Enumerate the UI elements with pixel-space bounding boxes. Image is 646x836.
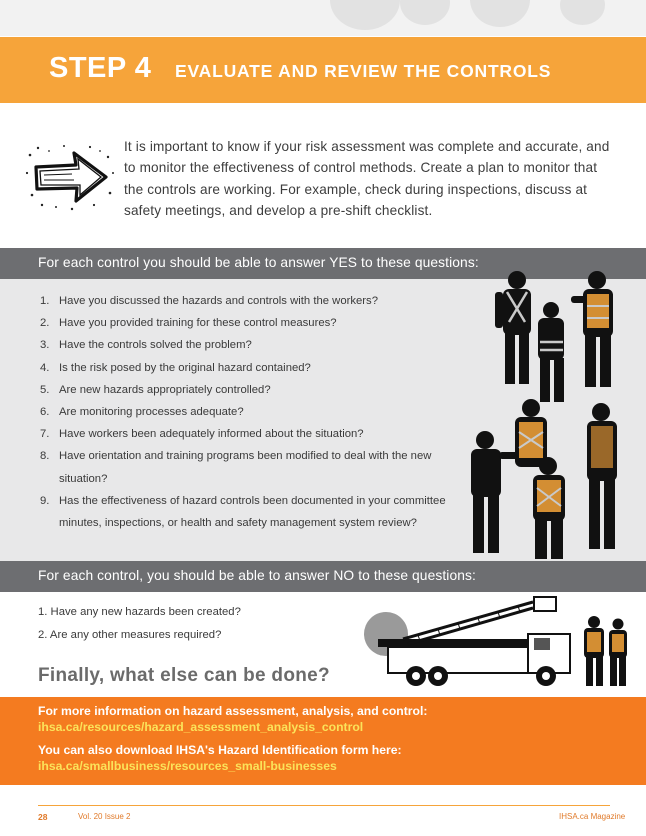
magazine-label: IHSA.ca Magazine — [559, 812, 626, 821]
hazard-assessment-link[interactable]: ihsa.ca/resources/hazard_assessment_analysis_control — [38, 720, 364, 734]
list-item: 5. Are new hazards appropriately controlled? — [40, 383, 271, 396]
page-number: 28 — [38, 812, 48, 822]
list-item: 6. Are monitoring processes adequate? — [40, 406, 244, 419]
intro-paragraph: It is important to know if your risk assessment was complete and accurate, and to monitor the effectiveness of control methods. Create a plan to monitor that the controls are working. For example, check during inspections, discuss at safety meetings, and develop a pre-shift checklist. — [124, 139, 610, 218]
list-item: 2. Are any other measures required? — [38, 629, 222, 641]
finally-heading: Finally, what else can be done? — [38, 665, 330, 686]
workers-silhouette-illustration — [455, 262, 635, 562]
no-questions-heading-bar — [0, 561, 646, 592]
step-banner — [0, 37, 646, 103]
list-item: 3. Have the controls solved the problem? — [40, 339, 252, 352]
more-info-text: For more information on hazard assessment, analysis, and control: — [38, 704, 428, 718]
no-questions-list — [38, 601, 241, 647]
list-item: 2. Have you provided training for these control measures? — [40, 317, 337, 330]
yes-questions-list — [40, 290, 460, 534]
hand-drawn-arrow-icon — [24, 143, 116, 211]
list-item: 9. Has the effectiveness of hazard controls been documented in your committee minutes, inspections, or health and safety management system review? — [40, 494, 446, 530]
list-item: 4. Is the risk posed by the original hazard contained? — [40, 361, 311, 374]
no-questions-heading: For each control, you should be able to answer NO to these questions: — [38, 568, 476, 583]
list-item: 8. Have orientation and training programs been modified to deal with the new situation? — [40, 450, 432, 485]
issue-label: Vol. 20 Issue 2 — [78, 812, 131, 821]
utility-truck-illustration — [358, 594, 633, 689]
list-item: 1. Have you discussed the hazards and controls with the workers? — [40, 295, 378, 307]
step-title: EVALUATE AND REVIEW THE CONTROLS — [175, 61, 552, 81]
download-form-text: You can also download IHSA's Hazard Identification form here: — [38, 743, 402, 757]
step-number: STEP 4 — [49, 52, 152, 84]
more-info-box — [0, 697, 646, 785]
footer-divider — [38, 805, 610, 806]
list-item: 1. Have any new hazards been created? — [38, 606, 241, 618]
small-business-link[interactable]: ihsa.ca/smallbusiness/resources_small-businesses — [38, 759, 337, 773]
yes-questions-heading: For each control you should be able to answer YES to these questions: — [38, 255, 479, 270]
list-item: 7. Have workers been adequately informed about the situation? — [40, 428, 364, 441]
top-decorative-strip — [0, 0, 646, 36]
